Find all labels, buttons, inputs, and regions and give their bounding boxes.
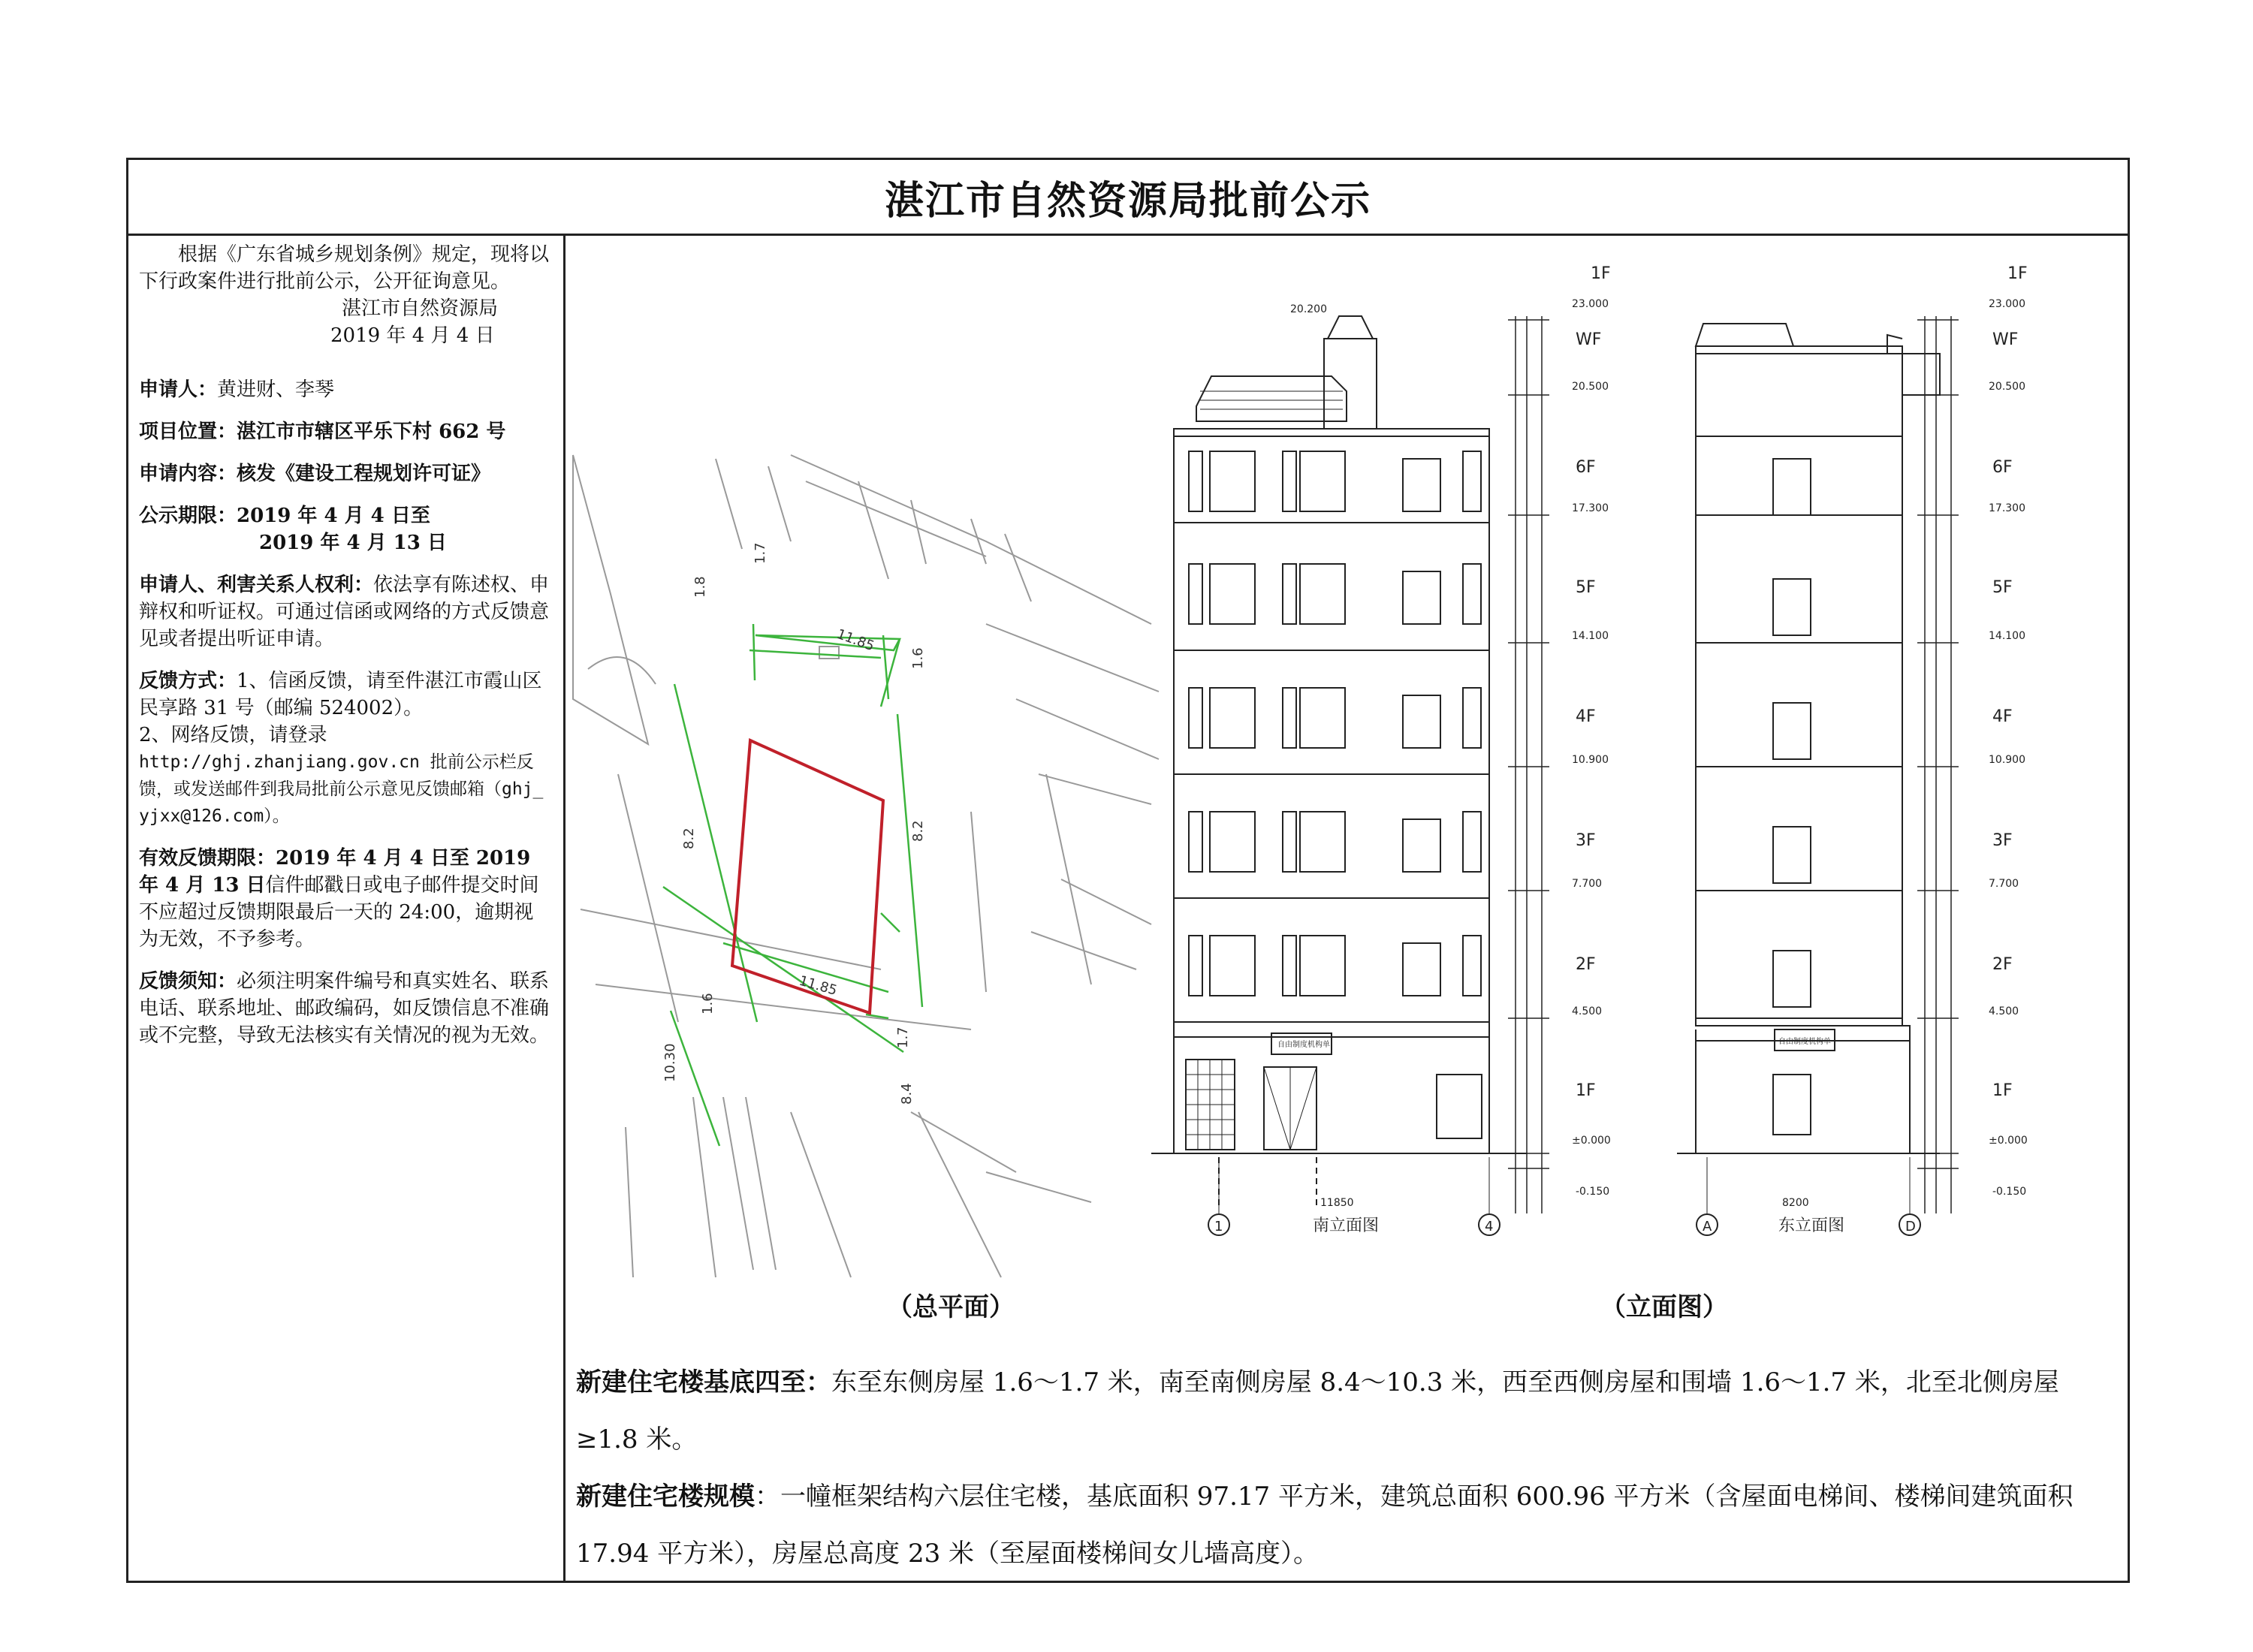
scale-value: ：一幢框架结构六层住宅楼，基底面积 97.17 平方米，建筑总面积 600.96 平方米（含屋面电梯间、楼梯间建筑面积 17.94 平方米），房屋总高度 23 米（至屋面楼梯间女儿墙高度）。 xyxy=(576,1482,2074,1569)
setback-line xyxy=(576,1354,2117,1468)
location-value: 湛江市市辖区平乐下村 662 号 xyxy=(237,421,506,443)
notice-frame xyxy=(126,158,2130,1583)
east-label-2f: 2F xyxy=(1992,955,2013,974)
east-label-6f: 6F xyxy=(1992,458,2013,477)
dim-se: 1.7 xyxy=(895,1026,911,1048)
east-dim-chain xyxy=(1917,316,1959,1213)
level-south-neg: -0.150 xyxy=(1576,1186,1610,1198)
axis-4: 4 xyxy=(1485,1219,1494,1234)
setback-value: 东至东侧房屋 1.6～1.7 米，南至南侧房屋 8.4～10.3 米，西至西侧房屋和围墙 1.6～1.7 米，北至北侧房屋≥1.8 米。 xyxy=(576,1367,2059,1455)
feedback-web: 2、网络反馈，请登录 xyxy=(139,724,327,746)
axis-1: 1 xyxy=(1214,1219,1223,1234)
location-label: 项目位置： xyxy=(139,421,237,443)
level-south-4: 4.500 xyxy=(1572,1005,1603,1017)
dim-n: 1.8 xyxy=(692,576,708,598)
feedback-url: http://ghj.zhanjiang.gov.cn 批前公示栏反馈，或发送邮件到我局批前公示意见反馈邮箱（ghj_yjxx@126.com）。 xyxy=(139,752,544,826)
dim-bottom: 11.85 xyxy=(797,972,839,999)
dim-right: 8.2 xyxy=(910,820,926,842)
dim-s-right: 8.4 xyxy=(899,1083,915,1105)
building-footprint xyxy=(732,740,883,1013)
level-label-6f: 6F xyxy=(1576,458,1596,477)
summary-text xyxy=(566,1354,2128,1582)
site-plan-caption: （总平面） xyxy=(887,1292,1015,1322)
east-label-1f-top: 1F xyxy=(2007,264,2028,283)
drawings-svg xyxy=(566,234,2128,1345)
south-elevation xyxy=(1151,316,1527,1210)
level-label-wf: WF xyxy=(1576,330,1602,349)
sign-south: 自由制度机构单 xyxy=(1277,1041,1330,1049)
period-start: 2019 年 4 月 4 日至 xyxy=(237,505,430,527)
sign-east: 自由制度机构单 xyxy=(1778,1038,1831,1046)
east-label-5f: 5F xyxy=(1992,578,2013,597)
deadline-line xyxy=(139,845,553,953)
content-value: 核发《建设工程规划许可证》 xyxy=(237,463,491,485)
level-east-23: 23.000 xyxy=(1989,298,2025,310)
page-title: 湛江市自然资源局批前公示 xyxy=(884,177,1371,224)
deadline-dates: 2019 年 4 月 4 日至 2019 年 4 月 13 日 xyxy=(139,847,531,897)
neighbour-building xyxy=(573,455,648,744)
feedback-line xyxy=(139,668,553,722)
axis-d: D xyxy=(1905,1219,1916,1234)
south-windows xyxy=(1186,451,1482,1150)
level-east-0: ±0.000 xyxy=(1989,1135,2028,1147)
east-label-4f: 4F xyxy=(1992,707,2013,726)
rights-label: 申请人、利害关系人权利： xyxy=(139,574,374,596)
roof-level-south: 20.200 xyxy=(1290,303,1327,315)
dim-sw: 1.6 xyxy=(700,993,716,1014)
east-width: 8200 xyxy=(1782,1197,1809,1209)
dim-left: 8.2 xyxy=(681,828,697,849)
east-label-wf: WF xyxy=(1992,330,2019,349)
rights-value: 依法享有陈述权、申辩权和听证权。可通过信函或网络的方式反馈意见或者提出听证申请。 xyxy=(139,574,550,650)
level-east-4: 4.500 xyxy=(1989,1005,2019,1017)
location-line xyxy=(139,418,553,445)
intro-text: 根据《广东省城乡规划条例》规定，现将以下行政案件进行批前公示，公开征询意见。 xyxy=(139,243,550,293)
level-east-7: 7.700 xyxy=(1989,878,2019,890)
deadline-rest: 信件邮戳日或电子邮件提交时间不应超过反馈期限最后一天的 24:00，逾期视为无效，不予参考。 xyxy=(139,874,539,951)
window-row-6f xyxy=(1189,451,1481,511)
level-south-7: 7.700 xyxy=(1572,878,1603,890)
scale-line xyxy=(576,1468,2117,1582)
feedback-mail: 1、信函反馈，请至件湛江市霞山区民享路 31 号（邮编 524002）。 xyxy=(139,670,542,719)
level-south-23: 23.000 xyxy=(1572,298,1609,310)
east-elevation xyxy=(1677,324,1940,1153)
applicant-line xyxy=(139,376,553,403)
level-east-10: 10.900 xyxy=(1989,754,2025,766)
level-south-0: ±0.000 xyxy=(1572,1135,1611,1147)
dim-ne: 1.6 xyxy=(910,647,926,669)
notice-text-column xyxy=(128,234,566,1581)
level-east-14: 14.100 xyxy=(1989,630,2025,642)
level-south-17: 17.300 xyxy=(1572,502,1609,514)
title-row xyxy=(128,160,2128,236)
level-label-3f: 3F xyxy=(1576,831,1596,850)
period-label: 公示期限： xyxy=(139,505,237,527)
dim-nw: 1.7 xyxy=(753,542,768,564)
level-label-4f: 4F xyxy=(1576,707,1596,726)
site-dimensions xyxy=(663,624,922,1146)
notes-value: 必须注明案件编号和真实姓名、联系电话、联系地址、邮政编码，如反馈信息不准确或不完整，导致无法核实有关情况的视为无效。 xyxy=(139,970,550,1047)
level-east-20: 20.500 xyxy=(1989,381,2025,393)
east-label-3f: 3F xyxy=(1992,831,2013,850)
level-south-10: 10.900 xyxy=(1572,754,1609,766)
level-label-1f-top: 1F xyxy=(1591,264,1611,283)
site-plan xyxy=(573,455,1159,1277)
level-label-5f: 5F xyxy=(1576,578,1596,597)
period-end: 2019 年 4 月 13 日 xyxy=(259,532,447,554)
dim-s-left: 10.30 xyxy=(662,1043,678,1082)
content-label: 申请内容： xyxy=(139,463,237,485)
axis-a: A xyxy=(1703,1219,1712,1234)
feedback-label: 反馈方式： xyxy=(139,670,237,692)
elevation-caption: （立面图） xyxy=(1600,1292,1728,1322)
dim-top: 11.85 xyxy=(834,626,876,655)
issuer-name: 湛江市自然资源局 xyxy=(342,297,499,320)
deadline-label: 有效反馈期限： xyxy=(139,847,276,870)
level-south-14: 14.100 xyxy=(1572,630,1609,642)
south-width: 11850 xyxy=(1320,1197,1354,1209)
notes-line xyxy=(139,968,553,1049)
setback-label: 新建住宅楼基底四至： xyxy=(576,1367,831,1397)
level-label-2f: 2F xyxy=(1576,955,1596,974)
period-line xyxy=(139,502,553,529)
level-east-17: 17.300 xyxy=(1989,502,2025,514)
scale-label: 新建住宅楼规模 xyxy=(576,1482,755,1512)
level-east-neg: -0.150 xyxy=(1992,1186,2027,1198)
content-line xyxy=(139,460,553,487)
south-dim-chain xyxy=(1508,316,1549,1213)
east-label-1f: 1F xyxy=(1992,1081,2013,1100)
level-south-20: 20.500 xyxy=(1572,381,1609,393)
notes-label: 反馈须知： xyxy=(139,970,237,993)
east-elevation-label: 东立面图 xyxy=(1778,1216,1845,1235)
applicant-value: 黄进财、李琴 xyxy=(217,378,335,401)
level-label-1f: 1F xyxy=(1576,1081,1596,1100)
south-elevation-label: 南立面图 xyxy=(1313,1216,1380,1235)
issue-date: 2019 年 4 月 4 日 xyxy=(330,324,495,347)
rights-line xyxy=(139,571,553,653)
applicant-label: 申请人： xyxy=(139,378,218,401)
